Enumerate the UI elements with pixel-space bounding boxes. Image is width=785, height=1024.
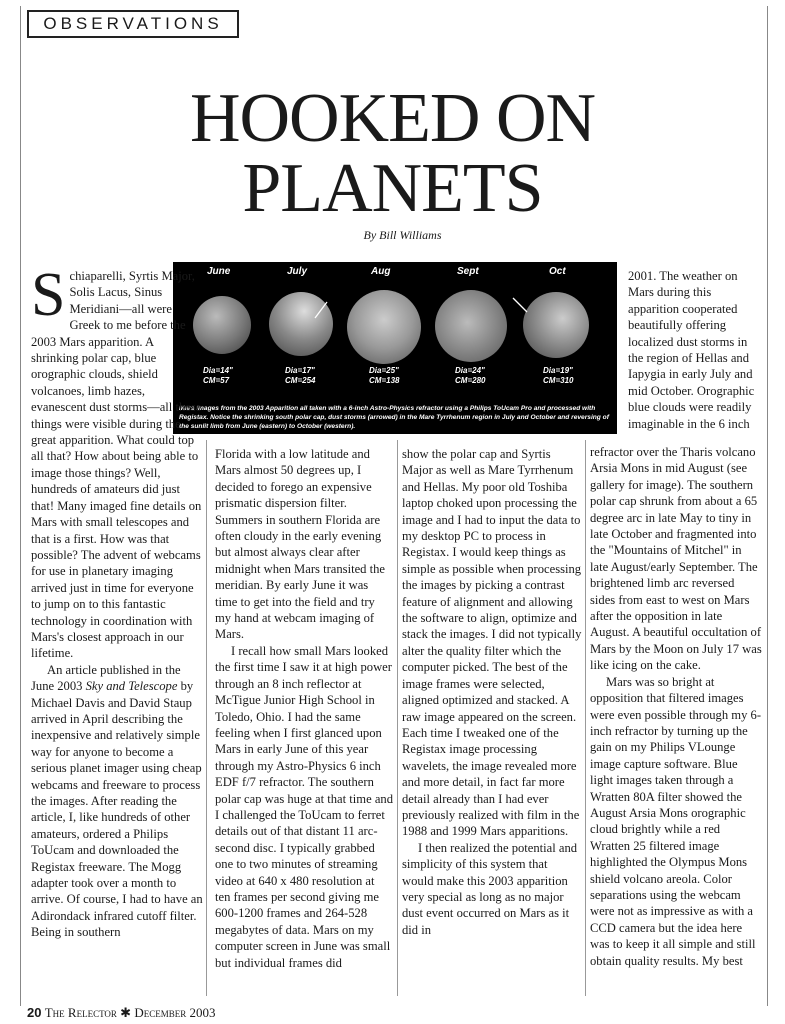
cm-label: CM=310: [543, 376, 574, 385]
figure-info: [369, 366, 399, 386]
paragraph-text: An article published in the June 2003: [31, 662, 181, 694]
drop-cap: S: [31, 268, 66, 329]
text-column-4-lower: [590, 444, 762, 998]
headline-line-1: HOOKED ON: [189, 80, 596, 157]
publication-name: The Relector: [44, 1005, 117, 1020]
paragraph: I then realized the potential and simplicity of this system that would make this 2003 apparition very special as long as no major dust event occurred on Mars as it did in: [402, 840, 578, 937]
paragraph: 2001. The weather on Mars during this apparition cooperated beautifully offering localized dust storms in the region of Hellas and Iapygia in early July and mid October. Orographic blue clouds were readily imaginable in the 6 inch: [628, 269, 755, 431]
diameter-label: Dia=19": [543, 366, 573, 375]
figure-month-label: Aug: [371, 266, 391, 277]
page-footer: [27, 1005, 215, 1021]
text-column-2: [215, 446, 393, 998]
figure-month-label: July: [287, 266, 308, 277]
diameter-label: Dia=25": [369, 366, 399, 375]
mars-figure: [173, 262, 617, 434]
magazine-title: Sky and Telescope: [85, 679, 178, 694]
cm-label: CM=254: [285, 376, 316, 385]
cm-label: CM=57: [203, 376, 230, 385]
column-rule: [585, 440, 586, 996]
paragraph: [31, 662, 203, 941]
figure-caption: Mars images from the 2003 Apparition all taken with a 6-inch Astro-Physics refractor using a Philips ToUcam Pro and processed with Registax. Notice the shrinking south polar cap, dust storms (arrowed) in the Mare Tyrrhenum region in July and October and reversing of the sunlit limb from June (eastern) to October (western).: [179, 405, 609, 430]
paragraph: Florida with a low latitude and Mars almost 50 degrees up, I decided to forego an expensive prismatic dispersion filter. Summers in southern Florida are often cloudy in the early evening but almost always clear after midnight when Mars transited the meridian. By early June it was time to get into the field and try my hand at webcam imaging of Mars.: [215, 447, 385, 642]
paragraph: Mars was so bright at opposition that filtered images were even possible through my 6-inch refractor by turning up the gain on my Philips VLounge image capture software. Blue light images taken through a Wratten 80A filter showed the August Arsia Mons orographic cloud brightly while a red Wratten 25 filtered image highlighted the Olympus Mons shield volcano areola. Color separations using the webcam were not as impressive as with a CCD camera but the idea here was to keep it all simple and still obtain quality results. My best: [590, 674, 762, 968]
star-icon: ✱: [120, 1005, 132, 1020]
cm-label: CM=138: [369, 376, 400, 385]
diameter-label: Dia=24": [455, 366, 485, 375]
paragraph-text: chiaparelli, Syrtis Major, Solis Lacus, Sinus Meridiani—all were Greek to me before the 2003 Mars apparition. A shrinking polar cap, blue orographic clouds, shield volcanoes, limb hazes, evanescent dust storms—all these things were visible during the great apparition. What could top all that? How about being able to image those things? Well, hundreds of amateurs did just that! Many imaged fine details on Mars with small telescopes and that is a first. How was that possible? The advent of webcams for use in planetary imaging arrived just in time for everyone to jump on to this fantastic technology in coordination with Mars's closest approach in our lifetime.: [31, 269, 202, 661]
diameter-label: Dia=17": [285, 366, 315, 375]
page-number: 20: [27, 1005, 42, 1020]
paragraph-text: by Michael Davis and David Staup arrived in April describing the inexpensive and relatively simple way for anyone to become a serious planet imager using cheap webcams and freeware to process the images. After reading the article, I, like hundreds of other amateurs, ordered a Philips ToUcam and downloaded the Registax freeware. The Mogg adapter took over a month to arrive. Of course, I had to have an Adirondack infrared cutoff filter. Being in southern: [31, 679, 203, 940]
text-column-4: [628, 268, 762, 444]
text-column-3: [402, 446, 582, 998]
paragraph: refractor over the Tharis volcano Arsia Mons in mid August (see gallery for image). The southern polar cap shrunk from about a 65 degree arc in late May to tiny in late October and fragmented into the "Mountains of Mitchel" in late August/early September. The brightened limb arc reversed sides from east to west on Mars after the opposition in late August. A beautiful occultation of Mars by the Moon on July 17 was like icing on the cake.: [590, 445, 762, 673]
dust-storm-arrow-icon: [173, 262, 617, 382]
paragraph: show the polar cap and Syrtis Major as well as Mare Tyrrhenum and Hellas. My poor old Toshiba laptop choked upon processing the image and I had to input the data to my desktop PC to process in Registax. I would keep things as simple as possible when processing the images by picking a contrast feature of alignment and allowing the software to align, optimize and stack the images. I did not typically alter the quality filter which the computer picked. The best of the image frames were selected, aligned optimized and stacked. A raw image appeared on the screen. Each time I tweaked one of the Registax image processing wavelets, the image revealed more and more detail, in fact far more detail already than I had ever previously realized with film in the 1988 and 1999 Mars apparitions.: [402, 447, 582, 839]
column-rule: [397, 440, 398, 996]
column-rule: [206, 440, 207, 996]
section-label: OBSERVATIONS: [27, 10, 239, 38]
text-column-1: [31, 268, 203, 998]
figure-info: [203, 366, 233, 386]
figure-info: [543, 366, 573, 386]
headline-line-2: PLANETS: [242, 150, 543, 227]
figure-month-label: Oct: [549, 266, 566, 277]
diameter-label: Dia=14": [203, 366, 233, 375]
byline: By Bill Williams: [363, 228, 442, 242]
figure-info: [285, 366, 315, 386]
figure-month-label: June: [207, 266, 231, 277]
figure-month-label: Sept: [457, 266, 479, 277]
paragraph: I recall how small Mars looked the first time I saw it at high power through an 8 inch reflector at McTigue Junior High School in Toledo, Ohio. I had the same feeling when I first glanced upon Mars in early June of this year through my Astro-Physics 6 inch EDF f/7 refractor. The southern polar cap was huge at that time and I challenged the ToUcam to ferret details out of that distant 11 arc-second disc. I typically grabbed one to two minutes of streaming video at 640 x 480 resolution at ten frames per second giving me 600-1200 frames and 264-528 megabytes of data. Mars on my computer screen in June was small but individual frames did: [215, 643, 393, 970]
paragraph: [31, 268, 203, 662]
cm-label: CM=280: [455, 376, 486, 385]
figure-info: [455, 366, 485, 386]
issue-date: December 2003: [134, 1005, 216, 1020]
